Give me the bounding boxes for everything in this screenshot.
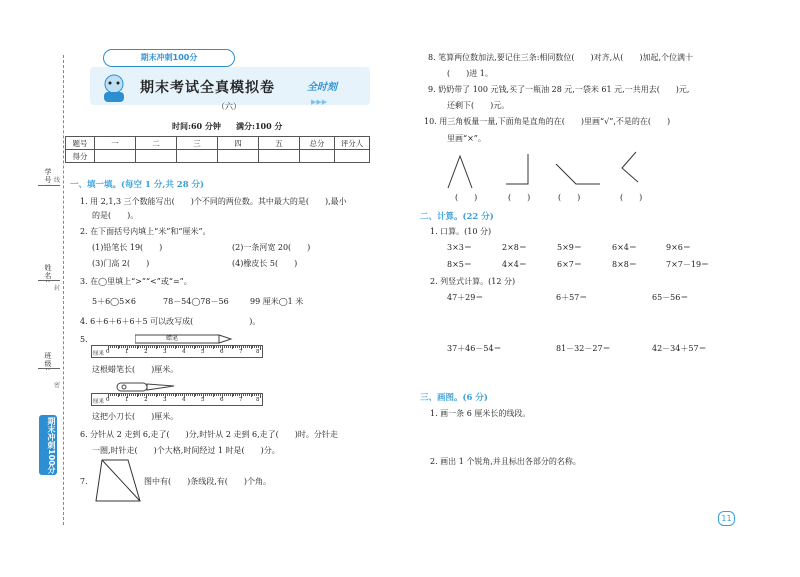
ruler-unit: 厘米 xyxy=(93,399,105,405)
ruler-tick xyxy=(112,346,113,348)
question-8-cont: ( )进 1。 xyxy=(447,69,493,78)
ruler-1 xyxy=(91,345,263,358)
ruler-tick xyxy=(173,394,174,396)
ruler-tick xyxy=(108,346,109,350)
ruler-tick xyxy=(131,346,132,348)
ruler-tick xyxy=(163,394,164,396)
ruler-tick xyxy=(199,346,200,348)
ruler-tick xyxy=(142,394,143,396)
ruler-tick xyxy=(152,346,153,348)
arrows-icon: ▶▶▶ xyxy=(311,98,328,106)
oral-item: 4×4＝ xyxy=(502,260,527,269)
student-id-blank xyxy=(38,185,60,186)
ruler-tick xyxy=(180,394,181,396)
ruler-tick-label: 5 xyxy=(201,397,205,403)
ruler-tick xyxy=(213,394,214,397)
ruler-tick xyxy=(140,346,141,348)
oral-item: 2×8＝ xyxy=(502,243,527,252)
ruler-unit: 厘米 xyxy=(93,351,105,357)
ruler-tick xyxy=(247,394,248,396)
angle-box[interactable]: ( ) xyxy=(508,193,531,202)
score-header-cell: 评分人 xyxy=(335,137,370,150)
ruler-tick-label: 7 xyxy=(239,397,243,403)
ruler-tick xyxy=(216,346,217,348)
ruler-tick xyxy=(121,346,122,348)
question-3: 3. 在◯里填上“>”“<”或“=”。 xyxy=(80,277,192,286)
ruler-tick xyxy=(161,346,162,348)
oral-item: 3×3＝ xyxy=(447,243,472,252)
ruler-tick xyxy=(251,394,252,397)
question-3c: 99 厘米◯1 米 xyxy=(250,297,304,306)
ruler-tick xyxy=(222,394,223,398)
ruler-tick-label: 1 xyxy=(125,397,129,403)
ruler-tick xyxy=(205,394,206,396)
ruler-tick xyxy=(154,346,155,348)
ruler-2 xyxy=(91,393,263,406)
ruler-tick xyxy=(175,394,176,397)
ruler-tick xyxy=(119,346,120,348)
ruler-tick xyxy=(228,394,229,396)
ruler-tick xyxy=(116,346,117,348)
ruler-tick xyxy=(123,346,124,348)
ruler-tick xyxy=(258,346,259,348)
question-10: 10. 用三角板量一量,下面角是直角的在( )里画“√”,不是的在( ) xyxy=(424,117,671,126)
vertical-item: 47＋29＝ xyxy=(447,293,484,302)
ruler-tick xyxy=(176,394,177,396)
ruler-tick xyxy=(194,394,195,397)
class-label: 班级: xyxy=(44,352,52,372)
ruler-tick xyxy=(233,346,234,348)
time-info: 时间:60 分钟 xyxy=(172,121,221,131)
vertical-item: 42－34＋57＝ xyxy=(652,344,707,353)
ruler-tick xyxy=(260,346,261,350)
name-label: 姓名: xyxy=(44,264,52,284)
ruler-tick xyxy=(190,394,191,396)
angle-box[interactable]: ( ) xyxy=(558,193,581,202)
ruler-tick xyxy=(252,394,253,396)
ruler-tick xyxy=(148,394,149,396)
draw-question-1: 1. 画一条 6 厘米长的线段。 xyxy=(430,409,531,418)
ruler-tick xyxy=(169,394,170,396)
ruler-tick-label: 8 xyxy=(256,349,260,355)
ruler-tick xyxy=(159,346,160,348)
ruler-tick xyxy=(159,394,160,396)
ruler-tick xyxy=(148,346,149,348)
ruler-tick xyxy=(192,394,193,396)
oral-item: 6×4＝ xyxy=(612,243,637,252)
ruler-tick xyxy=(146,346,147,350)
ruler-tick xyxy=(220,346,221,348)
question-7-text: 图中有( )条线段,有( )个角。 xyxy=(144,477,272,486)
ruler-tick xyxy=(137,394,138,397)
page-subtitle: （六） xyxy=(217,102,241,111)
ruler-tick xyxy=(150,346,151,348)
question-2a: (1)铅笔长 19( ) xyxy=(92,243,163,252)
question-5: 5. xyxy=(80,335,88,344)
score-cell[interactable] xyxy=(300,150,335,163)
side-logo: 期末冲刺100分 xyxy=(39,415,57,475)
ruler-tick xyxy=(173,346,174,348)
ruler-tick-label: 6 xyxy=(220,397,224,403)
brand-logo: 全时刻 xyxy=(307,82,337,93)
ruler-tick xyxy=(197,346,198,348)
oral-item: 7×7－19＝ xyxy=(666,260,710,269)
ruler-tick-label: 3 xyxy=(163,349,167,355)
section-3-title: 三、画图。(6 分) xyxy=(420,393,488,403)
ruler-tick xyxy=(256,346,257,348)
ruler-tick xyxy=(243,346,244,348)
section-1-title: 一、填一填。(每空 1 分,共 28 分) xyxy=(70,180,205,190)
ruler-tick-label: 8 xyxy=(256,397,260,403)
ruler-tick xyxy=(233,394,234,396)
ruler-tick xyxy=(243,394,244,396)
oral-item: 8×8＝ xyxy=(612,260,637,269)
ruler-tick xyxy=(201,394,202,396)
ruler-tick xyxy=(186,346,187,348)
ruler-tick xyxy=(214,346,215,348)
question-8: 8. 笔算两位数加法,要记住三条:相同数位( )对齐,从( )加起,个位满十 xyxy=(428,53,693,62)
ruler-tick xyxy=(195,346,196,348)
ruler-tick xyxy=(201,346,202,348)
ruler-tick xyxy=(207,394,208,396)
ruler-tick xyxy=(154,394,155,396)
score-cell[interactable] xyxy=(335,150,370,163)
ruler-tick xyxy=(165,346,166,350)
ruler-tick xyxy=(135,394,136,396)
ruler-tick xyxy=(169,346,170,348)
ruler-tick xyxy=(254,394,255,396)
question-7: 7. xyxy=(80,477,88,486)
banner: 期末冲刺100分 xyxy=(103,49,235,67)
oral-item: 5×9＝ xyxy=(557,243,582,252)
ruler-tick xyxy=(146,394,147,398)
score-header-cell: 总分 xyxy=(300,137,335,150)
ruler-tick xyxy=(239,346,240,348)
ruler-tick xyxy=(211,346,212,348)
question-2: 2. 在下面括号内填上“米”和“厘米”。 xyxy=(80,227,211,236)
ruler-tick xyxy=(129,394,130,396)
ruler-tick xyxy=(254,346,255,348)
angle-box[interactable]: ( ) xyxy=(620,193,643,202)
question-9-cont: 还剩下( )元。 xyxy=(447,101,510,110)
angle-4 xyxy=(622,152,638,182)
oral-item: 6×7＝ xyxy=(557,260,582,269)
ruler-tick xyxy=(224,346,225,348)
question-10-cont: 里画“×”。 xyxy=(447,134,486,143)
ruler-tick xyxy=(256,394,257,396)
ruler-tick xyxy=(251,346,252,349)
ruler-tick xyxy=(226,346,227,348)
ruler-tick xyxy=(125,394,126,396)
score-header-cell: 五 xyxy=(259,137,300,150)
question-6-cont: 一圈,时针走( )个大格,时间经过 1 时是( )分。 xyxy=(92,446,280,455)
ruler-tick xyxy=(235,346,236,348)
score-cell[interactable] xyxy=(259,150,300,163)
score-table xyxy=(65,136,370,163)
ruler-tick xyxy=(226,394,227,396)
ruler-tick xyxy=(129,346,130,348)
ruler-tick xyxy=(203,394,204,398)
name-blank xyxy=(38,280,60,281)
ruler-tick xyxy=(137,346,138,349)
ruler-tick xyxy=(230,346,231,348)
ruler-tick xyxy=(232,394,233,397)
ruler-tick xyxy=(184,346,185,350)
ruler-tick xyxy=(190,346,191,348)
ruler-tick xyxy=(218,346,219,348)
draw-question-2: 2. 画出 1 个锐角,并且标出各部分的名称。 xyxy=(430,457,581,466)
ruler-tick xyxy=(195,394,196,396)
ruler-tick xyxy=(214,394,215,396)
ruler-tick xyxy=(241,346,242,350)
ruler-tick-label: 2 xyxy=(144,349,148,355)
vertical-item: 37＋46－54＝ xyxy=(447,344,502,353)
question-5b: 这把小刀长( )厘米。 xyxy=(92,412,179,421)
angles-figure xyxy=(440,150,650,190)
ruler-tick xyxy=(127,346,128,350)
oral-calc-title: 1. 口算。(10 分) xyxy=(430,227,492,236)
ruler-tick xyxy=(121,394,122,396)
ruler-tick xyxy=(228,346,229,348)
score-header-cell: 三 xyxy=(177,137,218,150)
ruler-tick-label: 5 xyxy=(201,349,205,355)
ruler-tick xyxy=(110,394,111,396)
ruler-tick xyxy=(171,346,172,348)
ruler-tick xyxy=(144,346,145,348)
ruler-tick xyxy=(245,346,246,348)
ruler-tick xyxy=(150,394,151,396)
ruler-tick xyxy=(218,394,219,396)
ruler-tick xyxy=(125,346,126,348)
ruler-tick xyxy=(237,346,238,348)
ruler-tick xyxy=(175,346,176,349)
ruler-tick xyxy=(114,394,115,396)
question-5a: 这根蜡笔长( )厘米。 xyxy=(92,365,179,374)
question-3b: 78－54◯78－56 xyxy=(163,297,229,306)
oral-item: 9×6＝ xyxy=(666,243,691,252)
ruler-tick xyxy=(216,394,217,396)
ruler-tick xyxy=(163,346,164,348)
vertical-calc-title: 2. 列竖式计算。(12 分) xyxy=(430,277,516,286)
trapezoid-figure xyxy=(94,458,144,504)
vertical-item: 6＋57＝ xyxy=(556,293,588,302)
ruler-tick xyxy=(188,346,189,348)
ruler-tick xyxy=(194,346,195,349)
ruler-tick xyxy=(182,346,183,348)
ruler-tick-label: 0 xyxy=(106,349,110,355)
angle-2 xyxy=(506,154,528,184)
ruler-tick xyxy=(114,346,115,348)
ruler-tick-label: 3 xyxy=(163,397,167,403)
sep-xian: 线 xyxy=(54,177,61,184)
ruler-tick xyxy=(110,346,111,348)
ruler-tick-label: 4 xyxy=(182,349,186,355)
question-4: 4. 6＋6＋6＋6＋5 可以改写成( )。 xyxy=(80,317,261,326)
knife-icon xyxy=(116,381,176,393)
ruler-tick xyxy=(203,346,204,350)
question-1-cont: 的是( )。 xyxy=(92,211,139,220)
ruler-tick-label: 2 xyxy=(144,397,148,403)
score-row-label: 得分 xyxy=(66,150,95,163)
ruler-tick-label: 7 xyxy=(239,349,243,355)
page-title: 期末考试全真模拟卷 xyxy=(140,80,275,96)
ruler-tick xyxy=(186,394,187,396)
question-2c: (3)门高 2( ) xyxy=(92,259,150,268)
ruler-tick xyxy=(167,346,168,348)
student-id-label: 学号: xyxy=(44,168,52,188)
score-header-cell: 题号 xyxy=(66,137,95,150)
ruler-tick xyxy=(118,394,119,397)
ruler-tick xyxy=(258,394,259,396)
ruler-tick xyxy=(197,394,198,396)
ruler-tick xyxy=(156,346,157,349)
question-6: 6. 分针从 2 走到 6,走了( )分,时针从 2 走到 6,走了( )时。分针走 xyxy=(80,430,338,439)
ruler-tick xyxy=(249,394,250,396)
section-2-title: 二、计算。(22 分) xyxy=(420,212,494,222)
ruler-tick xyxy=(144,394,145,396)
ruler-tick xyxy=(237,394,238,396)
ruler-tick xyxy=(119,394,120,396)
score-header-cell: 四 xyxy=(218,137,259,150)
ruler-tick xyxy=(156,394,157,397)
angle-1 xyxy=(448,156,472,188)
question-2d: (4)橡皮长 5( ) xyxy=(232,259,298,268)
ruler-tick xyxy=(252,346,253,348)
ruler-tick xyxy=(133,394,134,396)
ruler-tick xyxy=(245,394,246,396)
score-header-cell: 一 xyxy=(95,137,136,150)
score-cell[interactable] xyxy=(218,150,259,163)
ruler-tick xyxy=(188,394,189,396)
score-cell[interactable] xyxy=(177,150,218,163)
ruler-tick-label: 0 xyxy=(106,397,110,403)
ruler-tick xyxy=(157,394,158,396)
crayon-label: 蜡笔 xyxy=(166,335,179,342)
page-number: 11 xyxy=(718,511,735,526)
ruler-tick xyxy=(224,394,225,396)
ruler-tick xyxy=(205,346,206,348)
ruler-tick xyxy=(209,346,210,348)
ruler-tick xyxy=(230,394,231,396)
ruler-tick xyxy=(116,394,117,396)
ruler-tick xyxy=(112,394,113,396)
ruler-tick xyxy=(157,346,158,348)
sep-mi: 密 xyxy=(54,382,61,389)
ruler-tick-label: 4 xyxy=(182,397,186,403)
cartoon-icon xyxy=(96,70,132,106)
angle-3 xyxy=(556,164,600,184)
ruler-tick xyxy=(108,394,109,398)
ruler-tick xyxy=(209,394,210,396)
question-9: 9. 奶奶带了 100 元钱,买了一瓶油 28 元,一袋米 61 元,一共用去( )元, xyxy=(428,85,690,94)
binding-line xyxy=(63,55,64,525)
ruler-tick xyxy=(123,394,124,396)
score-header-cell: 二 xyxy=(136,137,177,150)
ruler-tick xyxy=(178,346,179,348)
ruler-tick xyxy=(152,394,153,396)
ruler-tick xyxy=(118,346,119,349)
ruler-tick xyxy=(161,394,162,396)
ruler-tick xyxy=(247,346,248,348)
sep-feng: 封 xyxy=(54,285,61,292)
ruler-tick-label: 6 xyxy=(220,349,224,355)
ruler-tick xyxy=(178,394,179,396)
question-1: 1. 用 2,1,3 三个数能写出( )个不同的两位数。其中最大的是( ),最小 xyxy=(80,197,347,206)
ruler-tick xyxy=(220,394,221,396)
score-cell[interactable] xyxy=(136,150,177,163)
oral-item: 8×5＝ xyxy=(447,260,472,269)
question-2b: (2)一条河宽 20( ) xyxy=(232,243,311,252)
ruler-tick xyxy=(222,346,223,350)
ruler-tick xyxy=(176,346,177,348)
ruler-tick xyxy=(235,394,236,396)
ruler-tick xyxy=(180,346,181,348)
ruler-tick xyxy=(140,394,141,396)
crayon-icon xyxy=(135,333,235,345)
ruler-tick xyxy=(138,394,139,396)
ruler-tick xyxy=(171,394,172,396)
ruler-tick xyxy=(207,346,208,348)
ruler-tick xyxy=(232,346,233,349)
ruler-tick xyxy=(241,394,242,398)
ruler-tick-label: 1 xyxy=(125,349,129,355)
ruler-tick xyxy=(199,394,200,396)
ruler-tick xyxy=(165,394,166,398)
ruler-tick xyxy=(131,394,132,396)
score-info: 满分:100 分 xyxy=(236,121,283,131)
ruler-tick xyxy=(239,394,240,396)
vertical-item: 81－32－27＝ xyxy=(556,344,611,353)
angle-box[interactable]: ( ) xyxy=(455,193,478,202)
question-3a: 5＋6◯5×6 xyxy=(92,297,137,306)
ruler-tick xyxy=(192,346,193,348)
ruler-tick xyxy=(182,394,183,396)
ruler-tick xyxy=(142,346,143,348)
ruler-tick xyxy=(133,346,134,348)
ruler-tick xyxy=(184,394,185,398)
ruler-tick xyxy=(135,346,136,348)
ruler-tick xyxy=(249,346,250,348)
ruler-tick xyxy=(138,346,139,348)
ruler-tick xyxy=(260,394,261,398)
vertical-item: 65－56＝ xyxy=(652,293,689,302)
class-blank xyxy=(38,368,60,369)
ruler-tick xyxy=(211,394,212,396)
score-cell[interactable] xyxy=(95,150,136,163)
ruler-tick xyxy=(213,346,214,349)
ruler-tick xyxy=(127,394,128,398)
ruler-tick xyxy=(167,394,168,396)
